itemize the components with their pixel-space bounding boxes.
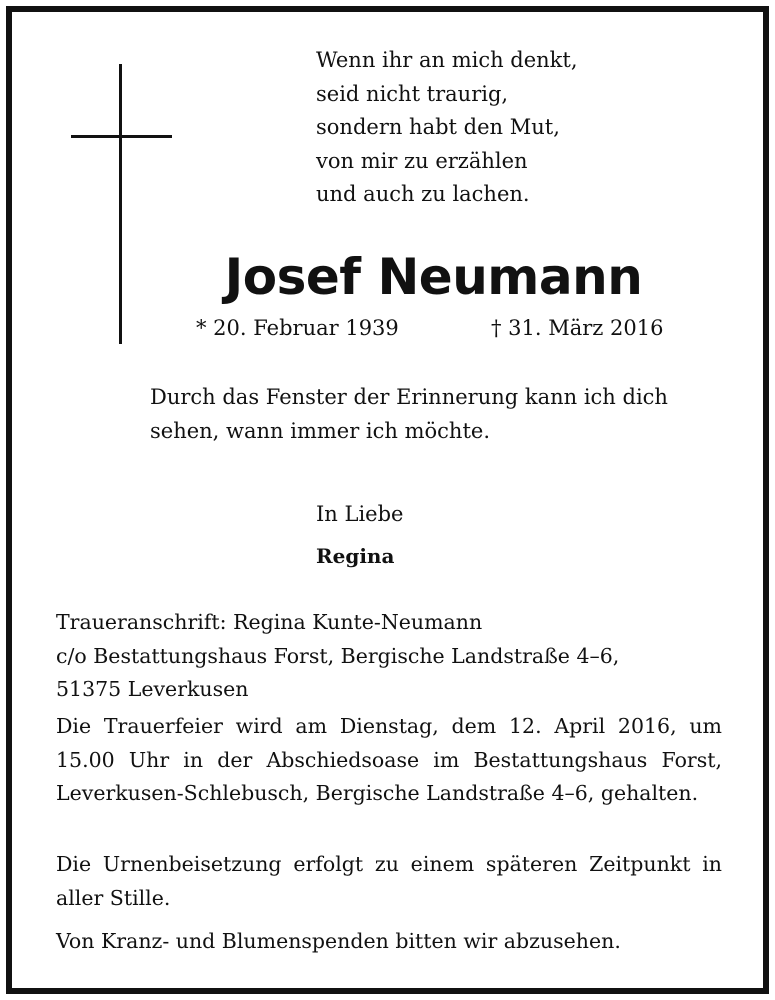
poem-line: und auch zu lachen. <box>316 182 530 206</box>
closing-phrase: In Liebe <box>316 502 404 526</box>
poem-line: sondern habt den Mut, <box>316 115 560 139</box>
poem-line: von mir zu erzählen <box>316 148 528 173</box>
birth-date: * 20. Februar 1939 <box>196 316 399 340</box>
address-line: Traueranschrift: Regina Kunte-Neumann <box>56 610 483 634</box>
signer-name: Regina <box>316 544 395 568</box>
address-line: 51375 Leverkusen <box>56 677 249 701</box>
memorial-quote: Durch das Fenster der Erinnerung kann ich dich sehen, wann immer ich möchte. <box>150 385 668 443</box>
burial-notice: Die Urnenbeisetzung erfolgt zu einem späteren Zeitpunkt in aller Stille. <box>56 852 722 910</box>
poem <box>316 44 578 212</box>
mourning-address <box>56 606 722 707</box>
flowers-notice: Von Kranz- und Blumenspenden bitten wir abzusehen. <box>56 929 621 953</box>
poem-line: Wenn ihr an mich denkt, <box>316 48 578 72</box>
deceased-name: Josef Neumann <box>224 248 643 306</box>
death-date: † 31. März 2016 <box>491 316 664 340</box>
address-line: c/o Bestattungshaus Forst, Bergische Landstraße 4–6, <box>56 643 620 668</box>
cross-icon-horizontal-bar <box>71 135 172 138</box>
ceremony-notice: Die Trauerfeier wird am Dienstag, dem 12. April 2016, um 15.00 Uhr in der Abschiedsoase im Bestattungshaus Forst, Leverkusen-Schlebusch, Bergische Landstraße 4–6, gehalten. <box>56 714 722 805</box>
poem-line: seid nicht traurig, <box>316 81 509 106</box>
